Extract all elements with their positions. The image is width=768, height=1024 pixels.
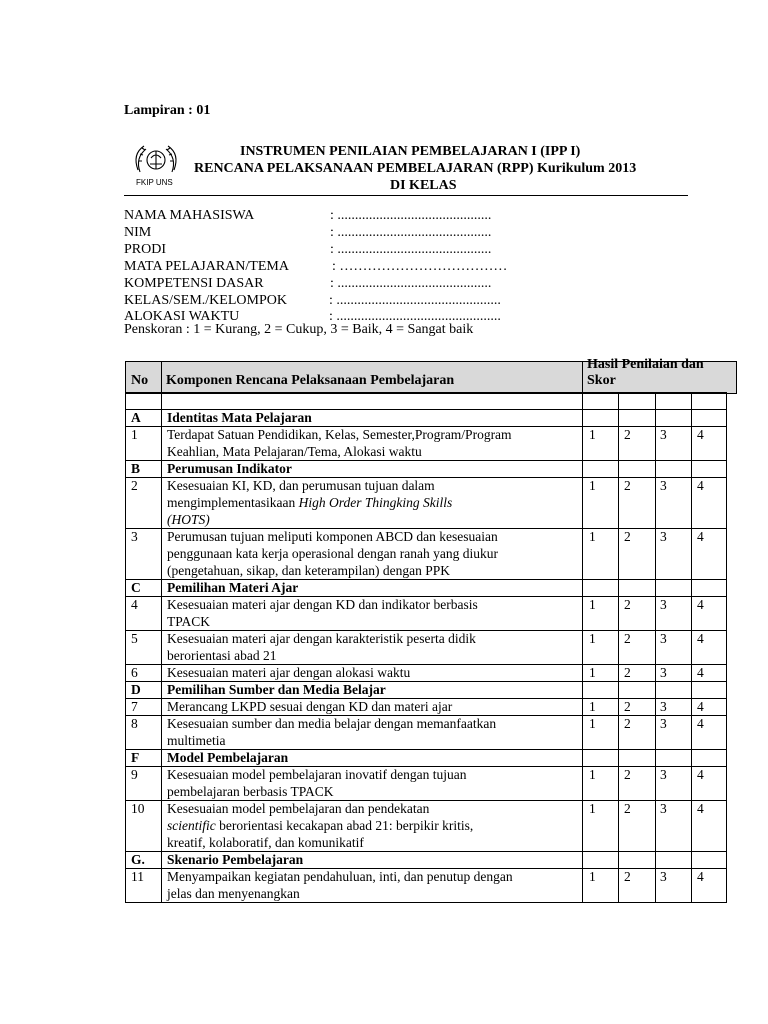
- table-column-rule: [655, 851, 656, 868]
- table-column-rule: [161, 698, 162, 715]
- score-option-2: 2: [624, 597, 631, 612]
- table-column-rule: [582, 800, 583, 851]
- score-option-3: 3: [660, 427, 667, 442]
- attachment-label: Lampiran : 01: [124, 103, 211, 118]
- table-column-rule: [618, 579, 619, 596]
- section-letter: D: [131, 682, 141, 697]
- item-description: Kesesuaian materi ajar dengan KD dan indikator berbasis: [167, 597, 478, 612]
- table-column-rule: [655, 579, 656, 596]
- table-column-rule: [582, 698, 583, 715]
- table-column-rule: [655, 681, 656, 698]
- score-option-3: 3: [660, 801, 667, 816]
- header-component: Komponen Rencana Pelaksanaan Pembelajaran: [166, 373, 455, 388]
- table-column-rule: [582, 851, 583, 868]
- table-column-rule: [125, 596, 126, 630]
- score-option-1: 1: [589, 801, 596, 816]
- table-column-rule: [582, 477, 583, 528]
- table-column-rule: [726, 749, 727, 766]
- table-column-rule: [618, 868, 619, 902]
- section-letter: B: [131, 461, 141, 476]
- form-field-value[interactable]: : ...............................................: [329, 293, 501, 308]
- table-column-rule: [125, 528, 126, 579]
- score-option-3: 3: [660, 478, 667, 493]
- table-column-rule: [691, 477, 692, 528]
- item-description: Kesesuaian KI, KD, dan perumusan tujuan dalam: [167, 478, 435, 493]
- item-description: TPACK: [167, 614, 211, 629]
- item-number: 6: [131, 665, 138, 680]
- table-column-rule: [691, 868, 692, 902]
- table-column-rule: [655, 800, 656, 851]
- table-column-rule: [691, 766, 692, 800]
- table-column-rule: [691, 749, 692, 766]
- table-column-rule: [655, 528, 656, 579]
- table-column-rule: [582, 596, 583, 630]
- item-description: Kesesuaian materi ajar dengan karakteristik peserta didik: [167, 631, 476, 646]
- document-title-line-2: RENCANA PELAKSANAAN PEMBELAJARAN (RPP) Kurikulum 2013: [194, 161, 637, 176]
- table-column-rule: [125, 630, 126, 664]
- score-option-3: 3: [660, 631, 667, 646]
- item-number: 3: [131, 529, 138, 544]
- table-column-rule: [125, 392, 126, 409]
- table-column-rule: [582, 392, 583, 409]
- item-number: 8: [131, 716, 138, 731]
- table-column-rule: [125, 749, 126, 766]
- score-option-1: 1: [589, 716, 596, 731]
- header-no: No: [131, 373, 149, 388]
- table-column-rule: [655, 596, 656, 630]
- table-column-rule: [582, 749, 583, 766]
- table-column-rule: [618, 766, 619, 800]
- table-column-rule: [161, 851, 162, 868]
- table-column-rule: [161, 681, 162, 698]
- score-option-3: 3: [660, 665, 667, 680]
- section-letter: F: [131, 750, 140, 765]
- score-option-2: 2: [624, 427, 631, 442]
- table-column-rule: [582, 460, 583, 477]
- score-option-2: 2: [624, 869, 631, 884]
- table-column-rule: [618, 477, 619, 528]
- table-column-rule: [618, 528, 619, 579]
- table-column-rule: [726, 392, 727, 409]
- table-column-rule: [726, 460, 727, 477]
- table-column-rule: [655, 715, 656, 749]
- table-column-rule: [691, 392, 692, 409]
- form-field-label: KELAS/SEM./KELOMPOK: [124, 293, 287, 308]
- table-column-rule: [655, 664, 656, 681]
- score-option-4: 4: [697, 529, 704, 544]
- table-column-rule: [726, 630, 727, 664]
- score-option-3: 3: [660, 597, 667, 612]
- table-column-rule: [161, 664, 162, 681]
- item-description: multimetia: [167, 733, 226, 748]
- item-description: Terdapat Satuan Pendidikan, Kelas, Semester,Program/Program: [167, 427, 512, 442]
- table-column-rule: [618, 460, 619, 477]
- table-column-rule: [125, 766, 126, 800]
- table-column-rule: [618, 800, 619, 851]
- table-column-rule: [691, 528, 692, 579]
- score-option-3: 3: [660, 529, 667, 544]
- item-description: Kesesuaian model pembelajaran inovatif dengan tujuan: [167, 767, 467, 782]
- table-column-rule: [582, 528, 583, 579]
- table-column-rule: [582, 426, 583, 460]
- item-description: mengimplementasikaan High Order Thingking Skills: [167, 495, 453, 510]
- table-column-rule: [125, 715, 126, 749]
- item-description: scientific berorientasi kecakapan abad 21: berpikir kritis,: [167, 818, 474, 833]
- table-column-rule: [726, 528, 727, 579]
- table-column-rule: [618, 664, 619, 681]
- table-column-rule: [726, 426, 727, 460]
- table-column-rule: [161, 800, 162, 851]
- table-column-rule: [125, 851, 126, 868]
- item-description: Merancang LKPD sesuai dengan KD dan materi ajar: [167, 699, 453, 714]
- table-column-rule: [655, 749, 656, 766]
- score-option-1: 1: [589, 767, 596, 782]
- table-column-rule: [655, 630, 656, 664]
- header-result-score: Hasil Penilaian dan Skor: [587, 357, 704, 388]
- item-description: (pengetahuan, sikap, dan keterampilan) dengan PPK: [167, 563, 451, 578]
- table-column-rule: [161, 426, 162, 460]
- table-column-rule: [655, 426, 656, 460]
- table-column-rule: [125, 664, 126, 681]
- table-column-rule: [582, 715, 583, 749]
- score-option-4: 4: [697, 478, 704, 493]
- table-column-rule: [691, 664, 692, 681]
- form-field-value[interactable]: : ............................................: [330, 208, 492, 223]
- table-column-rule: [161, 392, 162, 409]
- section-title: Skenario Pembelajaran: [167, 852, 304, 867]
- table-column-rule: [161, 409, 162, 426]
- table-column-rule: [618, 426, 619, 460]
- table-rule: [125, 392, 727, 393]
- item-description: Keahlian, Mata Pelajaran/Tema, Alokasi waktu: [167, 444, 422, 459]
- score-option-2: 2: [624, 478, 631, 493]
- score-option-4: 4: [697, 716, 704, 731]
- table-column-rule: [726, 579, 727, 596]
- table-column-rule: [618, 715, 619, 749]
- table-column-rule: [125, 579, 126, 596]
- item-description: Kesesuaian model pembelajaran dan pendekatan: [167, 801, 430, 816]
- item-number: 10: [131, 801, 145, 816]
- score-option-2: 2: [624, 529, 631, 544]
- table-column-rule: [691, 409, 692, 426]
- table-column-rule: [161, 579, 162, 596]
- table-column-rule: [582, 664, 583, 681]
- table-column-rule: [582, 681, 583, 698]
- scoring-legend: Penskoran : 1 = Kurang, 2 = Cukup, 3 = Baik, 4 = Sangat baik: [124, 322, 474, 337]
- document-title-line-1: INSTRUMEN PENILAIAN PEMBELAJARAN I (IPP I): [240, 144, 581, 159]
- table-column-rule: [726, 851, 727, 868]
- table-column-rule: [691, 579, 692, 596]
- table-column-rule: [618, 630, 619, 664]
- score-option-2: 2: [624, 665, 631, 680]
- table-column-rule: [691, 715, 692, 749]
- table-column-rule: [726, 409, 727, 426]
- table-column-rule: [655, 868, 656, 902]
- table-column-rule: [655, 460, 656, 477]
- table-column-rule: [691, 800, 692, 851]
- section-title: Pemilihan Sumber dan Media Belajar: [167, 682, 386, 697]
- score-option-4: 4: [697, 631, 704, 646]
- score-option-4: 4: [697, 801, 704, 816]
- table-column-rule: [125, 681, 126, 698]
- form-field-value[interactable]: : ...............................................: [329, 309, 501, 324]
- table-column-rule: [726, 800, 727, 851]
- table-column-rule: [618, 409, 619, 426]
- form-field-value[interactable]: : ............................................: [330, 242, 492, 257]
- score-option-1: 1: [589, 869, 596, 884]
- item-description: kreatif, kolaboratif, dan komunikatif: [167, 835, 364, 850]
- table-column-rule: [618, 851, 619, 868]
- score-option-2: 2: [624, 767, 631, 782]
- table-column-rule: [161, 749, 162, 766]
- score-option-1: 1: [589, 665, 596, 680]
- table-column-rule: [161, 528, 162, 579]
- section-title: Pemilihan Materi Ajar: [167, 580, 299, 595]
- table-column-rule: [125, 426, 126, 460]
- score-option-4: 4: [697, 665, 704, 680]
- section-title: Model Pembelajaran: [167, 750, 289, 765]
- item-number: 5: [131, 631, 138, 646]
- table-column-rule: [655, 766, 656, 800]
- item-number: 7: [131, 699, 138, 714]
- score-option-1: 1: [589, 427, 596, 442]
- document-title-line-3: DI KELAS: [390, 178, 457, 193]
- table-column-rule: [161, 715, 162, 749]
- form-field-label: ALOKASI WAKTU: [124, 309, 240, 324]
- item-number: 11: [131, 869, 144, 884]
- form-field-label: KOMPETENSI DASAR: [124, 276, 264, 291]
- table-column-rule: [582, 630, 583, 664]
- table-column-rule: [125, 800, 126, 851]
- section-letter: A: [131, 410, 141, 425]
- table-column-rule: [582, 766, 583, 800]
- section-letter: C: [131, 580, 141, 595]
- table-column-rule: [618, 681, 619, 698]
- table-column-rule: [655, 392, 656, 409]
- score-option-4: 4: [697, 869, 704, 884]
- score-option-3: 3: [660, 699, 667, 714]
- table-column-rule: [161, 477, 162, 528]
- form-field-label: MATA PELAJARAN/TEMA: [124, 259, 289, 274]
- item-number: 1: [131, 427, 138, 442]
- item-number: 9: [131, 767, 138, 782]
- table-column-rule: [726, 596, 727, 630]
- table-column-rule: [726, 477, 727, 528]
- table-column-rule: [161, 868, 162, 902]
- table-column-rule: [618, 698, 619, 715]
- score-option-4: 4: [697, 767, 704, 782]
- item-description: Menyampaikan kegiatan pendahuluan, inti, dan penutup dengan: [167, 869, 513, 884]
- table-column-rule: [691, 630, 692, 664]
- table-column-rule: [691, 426, 692, 460]
- form-field-value[interactable]: : ............................................: [330, 225, 492, 240]
- form-field-value[interactable]: : ………………………………: [332, 259, 508, 274]
- score-option-2: 2: [624, 631, 631, 646]
- score-option-4: 4: [697, 699, 704, 714]
- table-column-rule: [691, 698, 692, 715]
- table-column-rule: [655, 477, 656, 528]
- item-description: berorientasi abad 21: [167, 648, 277, 663]
- item-number: 4: [131, 597, 138, 612]
- score-option-1: 1: [589, 478, 596, 493]
- score-option-1: 1: [589, 699, 596, 714]
- item-description: Kesesuaian sumber dan media belajar dengan memanfaatkan: [167, 716, 497, 731]
- table-column-rule: [726, 681, 727, 698]
- table-column-rule: [582, 579, 583, 596]
- table-column-rule: [161, 460, 162, 477]
- table-column-rule: [161, 596, 162, 630]
- table-column-rule: [726, 766, 727, 800]
- table-column-rule: [691, 681, 692, 698]
- table-column-rule: [691, 596, 692, 630]
- item-description: (HOTS): [167, 512, 210, 527]
- table-column-rule: [125, 409, 126, 426]
- score-option-2: 2: [624, 699, 631, 714]
- table-column-rule: [582, 409, 583, 426]
- table-column-rule: [726, 698, 727, 715]
- table-column-rule: [125, 460, 126, 477]
- table-column-rule: [125, 868, 126, 902]
- form-field-label: NIM: [124, 225, 152, 240]
- table-column-rule: [655, 409, 656, 426]
- table-column-rule: [125, 477, 126, 528]
- table-column-rule: [161, 630, 162, 664]
- score-option-3: 3: [660, 869, 667, 884]
- item-description: jelas dan menyenangkan: [167, 886, 300, 901]
- table-column-rule: [726, 664, 727, 681]
- score-option-1: 1: [589, 631, 596, 646]
- table-column-rule: [618, 749, 619, 766]
- logo-caption: FKIP UNS: [136, 178, 173, 187]
- item-description: pembelajaran berbasis TPACK: [167, 784, 334, 799]
- form-field-value[interactable]: : ............................................: [330, 276, 492, 291]
- score-option-2: 2: [624, 801, 631, 816]
- item-number: 2: [131, 478, 138, 493]
- score-option-1: 1: [589, 529, 596, 544]
- item-description: Perumusan tujuan meliputi komponen ABCD dan kesesuaian: [167, 529, 498, 544]
- item-description: Kesesuaian materi ajar dengan alokasi waktu: [167, 665, 411, 680]
- table-column-rule: [618, 392, 619, 409]
- score-option-3: 3: [660, 716, 667, 731]
- table-column-rule: [161, 766, 162, 800]
- table-column-rule: [125, 698, 126, 715]
- section-title: Perumusan Indikator: [167, 461, 292, 476]
- form-field-label: NAMA MAHASISWA: [124, 208, 255, 223]
- score-option-2: 2: [624, 716, 631, 731]
- table-column-rule: [726, 715, 727, 749]
- score-option-1: 1: [589, 597, 596, 612]
- section-letter: G.: [131, 852, 145, 867]
- section-title: Identitas Mata Pelajaran: [167, 410, 312, 425]
- table-rule: [125, 902, 727, 903]
- item-description: penggunaan kata kerja operasional dengan ranah yang diukur: [167, 546, 498, 561]
- table-column-rule: [618, 596, 619, 630]
- score-option-3: 3: [660, 767, 667, 782]
- table-column-rule: [691, 851, 692, 868]
- table-column-rule: [691, 460, 692, 477]
- score-option-4: 4: [697, 427, 704, 442]
- table-column-rule: [726, 868, 727, 902]
- table-column-rule: [655, 698, 656, 715]
- form-field-label: PRODI: [124, 242, 167, 257]
- score-option-4: 4: [697, 597, 704, 612]
- table-column-rule: [582, 868, 583, 902]
